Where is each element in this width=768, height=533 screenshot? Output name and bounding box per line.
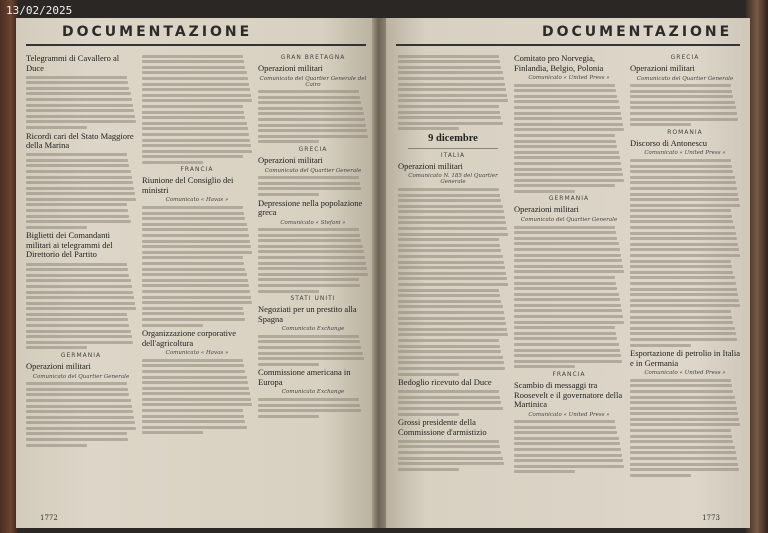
article-title: Operazioni militari xyxy=(26,361,91,372)
communique-source: Comunicato « United Press » xyxy=(528,75,610,81)
text-block xyxy=(514,420,624,473)
text-block xyxy=(398,390,508,415)
communique-source: Comunicato « United Press » xyxy=(644,370,726,377)
article-title: Operazioni militari xyxy=(258,155,323,166)
section-heading: FRANCIA xyxy=(552,371,586,378)
left-column-3 xyxy=(258,52,368,420)
text-block xyxy=(514,226,624,369)
capture-timestamp: 13/02/2025 xyxy=(6,4,73,17)
text-block xyxy=(26,153,136,229)
text-block xyxy=(258,335,368,366)
article-title: Operazioni militari xyxy=(398,160,463,171)
text-block xyxy=(142,206,252,326)
book-gutter xyxy=(372,18,386,528)
left-column-2 xyxy=(142,52,252,437)
article-title: Riunione del Consiglio dei ministri xyxy=(142,175,234,195)
article-title: Biglietti dei Comandanti militari ai telegrammi del Direttorio del Partito xyxy=(26,230,113,260)
section-heading: STATI UNITI xyxy=(290,295,336,303)
article-title: Bedoglio ricevuto dal Duce xyxy=(398,377,492,388)
section-heading: GERMANIA xyxy=(548,195,590,203)
article-title: Grossi presidente della Commissione d'armistizio xyxy=(398,417,487,437)
date-rule xyxy=(408,148,498,149)
article-title: Commissione americana in Europa xyxy=(258,367,351,387)
communique-source: Comunicato Exchange xyxy=(281,326,345,333)
communique-source: Comunicato Exchange xyxy=(281,389,345,396)
communique-source: Comunicato del Quartier Generale del Cairo xyxy=(259,75,367,88)
right-column-1 xyxy=(398,52,508,473)
text-block xyxy=(258,90,368,143)
section-heading: GRAN BRETAGNA xyxy=(280,54,346,61)
article-title: Scambio di messaggi tra Roosevelt e il governatore della Martinica xyxy=(514,380,623,409)
text-block xyxy=(258,398,368,418)
communique-source: Comunicato del Quartier Generale xyxy=(264,167,362,174)
section-heading: ROMANIA xyxy=(667,128,703,136)
article-title: Depressione nella popolazione greca xyxy=(258,197,363,217)
left-page xyxy=(16,18,376,528)
right-page xyxy=(382,18,750,528)
text-block xyxy=(258,176,368,196)
article-title: Operazioni militari xyxy=(514,204,579,215)
text-block xyxy=(514,84,624,193)
right-column-2 xyxy=(514,52,624,476)
article-title: Esportazione di petrolio in Italia e in Germania xyxy=(630,348,740,368)
section-heading: FRANCIA xyxy=(180,166,214,174)
text-block xyxy=(398,440,508,471)
communique-source: Comunicato « Stefani » xyxy=(280,219,346,226)
section-heading: GRECIA xyxy=(298,146,328,154)
article-title: Negoziati per un prestito alla Spagna xyxy=(258,304,357,324)
left-page-number: 1772 xyxy=(40,514,58,522)
text-block xyxy=(26,76,136,129)
communique-source: Comunicato « Havas » xyxy=(165,197,229,204)
text-block xyxy=(142,359,252,435)
text-block xyxy=(398,188,508,376)
left-page-header: DOCUMENTAZIONE xyxy=(62,24,253,40)
right-page-number: 1773 xyxy=(702,514,720,522)
left-column-1 xyxy=(26,52,136,449)
text-block xyxy=(630,379,740,477)
text-block xyxy=(258,228,368,293)
text-block xyxy=(630,84,740,126)
date-heading: 9 dicembre xyxy=(428,133,478,145)
article-title: Telegrammi di Cavallero al Duce xyxy=(26,53,120,73)
article-title: Discorso di Antonescu xyxy=(630,137,707,148)
article-title: Operazioni militari xyxy=(630,63,695,73)
communique-source: Comunicato del Quartier Generale xyxy=(520,216,618,223)
communique-source: Comunicato del Quartier Generale xyxy=(32,373,130,380)
communique-source: Comunicato N. 185 del Quartier Generale xyxy=(408,173,498,186)
left-header-rule xyxy=(26,44,366,46)
section-heading: GERMANIA xyxy=(60,352,102,360)
communique-source: Comunicato « United Press » xyxy=(528,411,610,418)
text-block xyxy=(630,159,740,347)
communique-source: Comunicato del Quartier Generale xyxy=(636,75,734,82)
article-title: Organizzazione corporative dell'agricoltura xyxy=(142,328,237,348)
text-block xyxy=(26,382,136,447)
text-block xyxy=(142,55,252,164)
section-heading: ITALIA xyxy=(440,151,466,159)
article-title: Comitato pro Norvegia, Finlandia, Belgio, Polonia xyxy=(514,53,604,73)
text-block xyxy=(398,55,508,131)
article-title: Operazioni militari xyxy=(258,63,323,73)
section-heading: GRECIA xyxy=(670,54,700,61)
text-block xyxy=(26,263,136,350)
right-column-3 xyxy=(630,52,740,479)
article-title: Ricordi cari del Stato Maggiore della Marina xyxy=(26,130,134,151)
communique-source: Comunicato « Havas » xyxy=(165,350,229,357)
right-header-rule xyxy=(396,44,740,46)
communique-source: Comunicato « United Press » xyxy=(644,150,726,157)
right-page-header: DOCUMENTAZIONE xyxy=(542,24,733,40)
